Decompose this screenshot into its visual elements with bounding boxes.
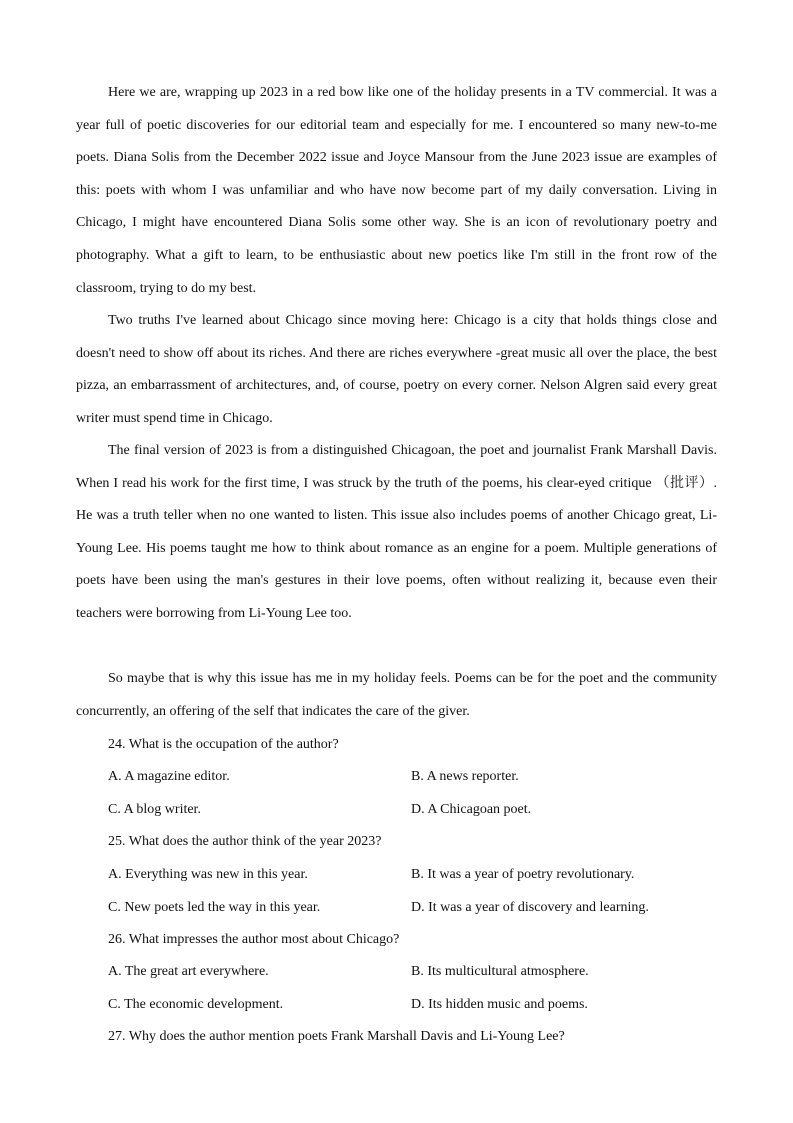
question-26-option-a: A. The great art everywhere. (108, 964, 269, 979)
passage-paragraph-4: So maybe that is why this issue has me in my holiday feels. Poems can be for the poet and the community concurrently, an offering of the self that indicates the care of the giver. (76, 671, 717, 719)
passage-paragraph-3: The final version of 2023 is from a distinguished Chicagoan, the poet and journalist Frank Marshall Davis. When I read his work for the first time, I was struck by the truth of the poems, his clear-eyed critique （批评）. He was a truth teller when no one wanted to listen. This issue also includes poems of another Chicago great, Li-Young Lee. His poems taught me how to think about romance as an engine for a poem. Multiple generations of poets have been using the man's gestures in their love poems, often without realizing it, because even their teachers were borrowing from Li-Young Lee too. (76, 443, 717, 621)
question-26-option-d: D. Its hidden music and poems. (411, 997, 588, 1012)
question-25-stem: 25. What does the author think of the year 2023? (108, 834, 382, 849)
question-25-option-c: C. New poets led the way in this year. (108, 900, 321, 915)
question-24-option-d: D. A Chicagoan poet. (411, 802, 532, 817)
question-26-stem: 26. What impresses the author most about Chicago? (108, 932, 400, 947)
question-25-option-d: D. It was a year of discovery and learning. (411, 900, 649, 915)
question-26-option-c: C. The economic development. (108, 997, 284, 1012)
question-24-stem: 24. What is the occupation of the author? (108, 737, 339, 752)
question-24-option-b: B. A news reporter. (411, 769, 519, 784)
question-25-option-b: B. It was a year of poetry revolutionary. (411, 867, 635, 882)
question-26-option-b: B. Its multicultural atmosphere. (411, 964, 589, 979)
passage-paragraph-2: Two truths I've learned about Chicago since moving here: Chicago is a city that holds things close and doesn't need to show off about its riches. And there are riches everywhere -great music all over the place, the best pizza, an embarrassment of architectures, and, of course, poetry on every corner. Nelson Algren said every great writer must spend time in Chicago. (76, 313, 717, 426)
question-27-stem: 27. Why does the author mention poets Frank Marshall Davis and Li-Young Lee? (108, 1029, 565, 1044)
passage-paragraph-1: Here we are, wrapping up 2023 in a red bow like one of the holiday presents in a TV commercial. It was a year full of poetic discoveries for our editorial team and especially for me. I encountered so many new-to-me poets. Diana Solis from the December 2022 issue and Joyce Mansour from the June 2023 issue are examples of this: poets with whom I was unfamiliar and who have now become part of my daily conversation. Living in Chicago, I might have encountered Diana Solis some other way. She is an icon of revolutionary poetry and photography. What a gift to learn, to be enthusiastic about new poetics like I'm still in the front row of the classroom, trying to do my best. (76, 85, 717, 296)
question-24-option-a: A. A magazine editor. (108, 769, 230, 784)
question-25-option-a: A. Everything was new in this year. (108, 867, 308, 882)
question-24-option-c: C. A blog writer. (108, 802, 201, 817)
